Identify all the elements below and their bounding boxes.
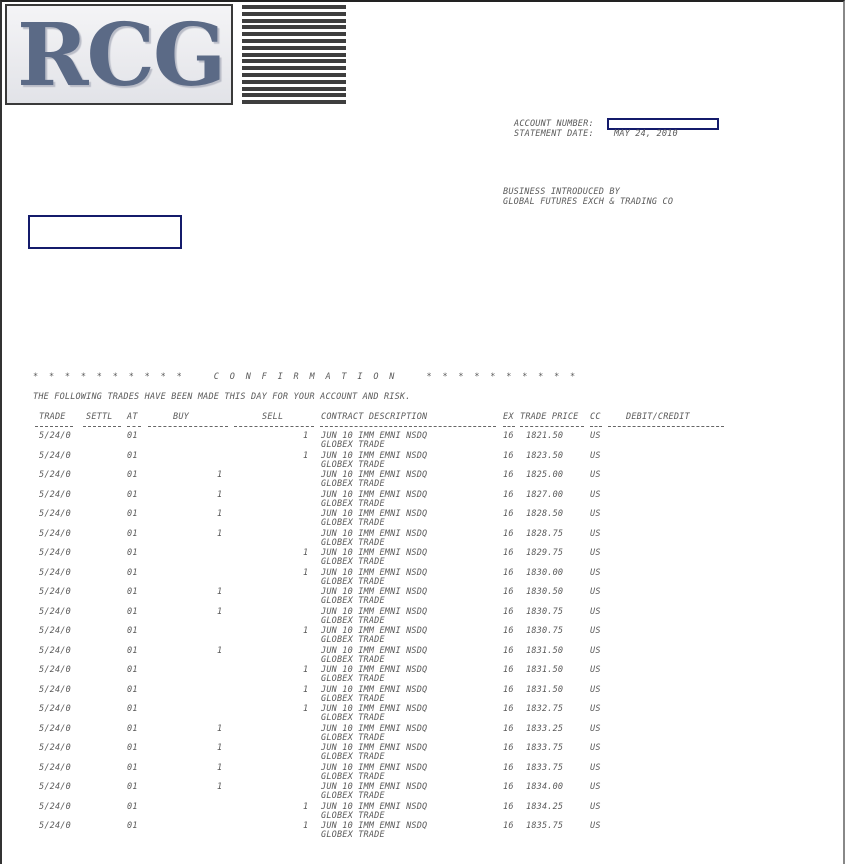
contract-description: JUN 10 IMM EMNI NSDQ [321, 801, 428, 812]
trade-price: 1830.00 [526, 567, 564, 578]
trade-date: 5/24/0 [39, 450, 71, 461]
table-row [2, 470, 845, 490]
buy-qty: 1 [217, 782, 223, 792]
exchange-code: 16 [503, 665, 514, 675]
contract-description: JUN 10 IMM EMNI NSDQ [321, 762, 428, 773]
trade-price: 1828.50 [526, 509, 564, 519]
col-settl: SETTL [86, 412, 113, 422]
at-code: 01 [127, 626, 138, 636]
at-code: 01 [127, 606, 138, 617]
trade-price: 1832.75 [526, 704, 564, 714]
contract-description-line2: GLOBEX TRADE [321, 713, 385, 723]
at-code: 01 [127, 548, 138, 558]
trade-date: 5/24/0 [39, 567, 71, 578]
buy-qty: 1 [217, 528, 223, 539]
contract-description-line2: GLOBEX TRADE [321, 771, 385, 782]
trade-price: 1830.50 [526, 587, 564, 597]
contract-description-line2: GLOBEX TRADE [321, 674, 385, 684]
trade-date: 5/24/0 [39, 645, 71, 656]
table-row [2, 607, 845, 627]
at-code: 01 [127, 665, 138, 675]
buy-qty: 1 [217, 645, 223, 656]
currency-code: US [590, 509, 601, 519]
table-row [2, 646, 845, 666]
at-code: 01 [127, 684, 138, 695]
trade-date: 5/24/0 [39, 704, 71, 714]
at-code: 01 [127, 801, 138, 812]
contract-description: JUN 10 IMM EMNI NSDQ [321, 587, 428, 597]
contract-description: JUN 10 IMM EMNI NSDQ [321, 645, 428, 656]
currency-code: US [590, 567, 601, 578]
address-redaction [28, 215, 182, 249]
table-row [2, 451, 845, 471]
table-row [2, 587, 845, 607]
buy-qty: 1 [217, 723, 223, 734]
at-code: 01 [127, 489, 138, 500]
exchange-code: 16 [503, 470, 514, 480]
trade-date: 5/24/0 [39, 762, 71, 773]
table-row [2, 743, 845, 763]
table-row [2, 802, 845, 822]
sell-qty: 1 [303, 567, 309, 578]
at-code: 01 [127, 528, 138, 539]
at-code: 01 [127, 762, 138, 773]
at-code: 01 [127, 567, 138, 578]
col-cc: CC [590, 412, 601, 422]
exchange-code: 16 [503, 801, 514, 812]
contract-description: JUN 10 IMM EMNI NSDQ [321, 704, 428, 714]
confirmation-banner: * * * * * * * * * * C O N F I R M A T I O N * * * * * * * * * * [33, 372, 576, 382]
sell-qty: 1 [303, 548, 309, 558]
currency-code: US [590, 762, 601, 773]
at-code: 01 [127, 645, 138, 656]
contract-description-line2: GLOBEX TRADE [321, 752, 385, 762]
trade-price: 1830.75 [526, 606, 564, 617]
table-row [2, 431, 845, 451]
exchange-code: 16 [503, 782, 514, 792]
sell-qty: 1 [303, 450, 309, 461]
trade-date: 5/24/0 [39, 743, 71, 753]
trade-date: 5/24/0 [39, 548, 71, 558]
contract-description: JUN 10 IMM EMNI NSDQ [321, 723, 428, 734]
trade-date: 5/24/0 [39, 528, 71, 539]
currency-code: US [590, 743, 601, 753]
currency-code: US [590, 665, 601, 675]
currency-code: US [590, 431, 601, 441]
trade-price: 1833.75 [526, 762, 564, 773]
trade-price: 1828.75 [526, 528, 564, 539]
table-row [2, 763, 845, 783]
currency-code: US [590, 626, 601, 636]
exchange-code: 16 [503, 450, 514, 461]
contract-description: JUN 10 IMM EMNI NSDQ [321, 606, 428, 617]
sell-qty: 1 [303, 431, 309, 441]
contract-description-line2: GLOBEX TRADE [321, 615, 385, 626]
buy-qty: 1 [217, 743, 223, 753]
exchange-code: 16 [503, 587, 514, 597]
currency-code: US [590, 606, 601, 617]
table-row [2, 626, 845, 646]
contract-description-line2: GLOBEX TRADE [321, 810, 385, 821]
exchange-code: 16 [503, 528, 514, 539]
trade-price: 1825.00 [526, 470, 564, 480]
contract-description-line2: GLOBEX TRADE [321, 830, 385, 840]
exchange-code: 16 [503, 743, 514, 753]
table-row [2, 568, 845, 588]
contract-description-line2: GLOBEX TRADE [321, 459, 385, 470]
contract-description-line2: GLOBEX TRADE [321, 479, 385, 489]
exchange-code: 16 [503, 821, 514, 831]
exchange-code: 16 [503, 509, 514, 519]
trade-price: 1821.50 [526, 431, 564, 441]
at-code: 01 [127, 743, 138, 753]
trade-date: 5/24/0 [39, 431, 71, 441]
currency-code: US [590, 821, 601, 831]
trade-date: 5/24/0 [39, 509, 71, 519]
table-row [2, 665, 845, 685]
currency-code: US [590, 645, 601, 656]
trade-date: 5/24/0 [39, 470, 71, 480]
currency-code: US [590, 548, 601, 558]
table-row [2, 529, 845, 549]
currency-code: US [590, 801, 601, 812]
sell-qty: 1 [303, 704, 309, 714]
contract-description: JUN 10 IMM EMNI NSDQ [321, 509, 428, 519]
at-code: 01 [127, 450, 138, 461]
buy-qty: 1 [217, 762, 223, 773]
introduced-by-line2: GLOBAL FUTURES EXCH & TRADING CO [503, 197, 674, 207]
currency-code: US [590, 528, 601, 539]
contract-description: JUN 10 IMM EMNI NSDQ [321, 548, 428, 558]
sell-qty: 1 [303, 665, 309, 675]
exchange-code: 16 [503, 684, 514, 695]
exchange-code: 16 [503, 645, 514, 656]
contract-description: JUN 10 IMM EMNI NSDQ [321, 684, 428, 695]
sell-qty: 1 [303, 684, 309, 695]
col-sell: SELL [262, 412, 284, 422]
col-ex: EX [503, 412, 514, 422]
contract-description: JUN 10 IMM EMNI NSDQ [321, 470, 428, 480]
table-row [2, 782, 845, 802]
buy-qty: 1 [217, 470, 223, 480]
trade-price: 1831.50 [526, 684, 564, 695]
contract-description-line2: GLOBEX TRADE [321, 440, 385, 450]
currency-code: US [590, 723, 601, 734]
contract-description: JUN 10 IMM EMNI NSDQ [321, 450, 428, 461]
contract-description-line2: GLOBEX TRADE [321, 557, 385, 567]
at-code: 01 [127, 821, 138, 831]
currency-code: US [590, 782, 601, 792]
trade-date: 5/24/0 [39, 587, 71, 597]
exchange-code: 16 [503, 723, 514, 734]
at-code: 01 [127, 587, 138, 597]
trade-price: 1833.25 [526, 723, 564, 734]
contract-description-line2: GLOBEX TRADE [321, 576, 385, 587]
statement-date: MAY 24, 2010 [614, 129, 678, 139]
contract-description-line2: GLOBEX TRADE [321, 518, 385, 528]
at-code: 01 [127, 509, 138, 519]
trade-price: 1835.75 [526, 821, 564, 831]
trade-date: 5/24/0 [39, 665, 71, 675]
currency-code: US [590, 704, 601, 714]
trade-price: 1830.75 [526, 626, 564, 636]
contract-description-line2: GLOBEX TRADE [321, 732, 385, 743]
trade-price: 1834.25 [526, 801, 564, 812]
contract-description: JUN 10 IMM EMNI NSDQ [321, 489, 428, 500]
table-row [2, 548, 845, 568]
contract-description-line2: GLOBEX TRADE [321, 537, 385, 548]
exchange-code: 16 [503, 548, 514, 558]
table-row [2, 704, 845, 724]
trade-date: 5/24/0 [39, 684, 71, 695]
currency-code: US [590, 489, 601, 500]
contract-description-line2: GLOBEX TRADE [321, 596, 385, 606]
exchange-code: 16 [503, 489, 514, 500]
contract-description-line2: GLOBEX TRADE [321, 791, 385, 801]
introduced-by-line1: BUSINESS INTRODUCED BY [503, 187, 620, 197]
sell-qty: 1 [303, 801, 309, 812]
exchange-code: 16 [503, 567, 514, 578]
trade-price: 1831.50 [526, 645, 564, 656]
col-price: TRADE PRICE [520, 412, 579, 422]
contract-description: JUN 10 IMM EMNI NSDQ [321, 431, 428, 441]
rcg-logo [5, 4, 233, 105]
exchange-code: 16 [503, 606, 514, 617]
exchange-code: 16 [503, 704, 514, 714]
logo-text: RCG [17, 5, 225, 106]
table-row [2, 509, 845, 529]
confirmation-intro: THE FOLLOWING TRADES HAVE BEEN MADE THIS DAY FOR YOUR ACCOUNT AND RISK. [33, 392, 411, 402]
table-row [2, 685, 845, 705]
trade-date: 5/24/0 [39, 489, 71, 500]
contract-description: JUN 10 IMM EMNI NSDQ [321, 821, 428, 831]
at-code: 01 [127, 431, 138, 441]
contract-description-line2: GLOBEX TRADE [321, 693, 385, 704]
trade-price: 1829.75 [526, 548, 564, 558]
contract-description-line2: GLOBEX TRADE [321, 654, 385, 665]
at-code: 01 [127, 704, 138, 714]
at-code: 01 [127, 470, 138, 480]
trade-price: 1833.75 [526, 743, 564, 753]
col-buy: BUY [173, 412, 189, 422]
trade-date: 5/24/0 [39, 782, 71, 792]
exchange-code: 16 [503, 762, 514, 773]
trade-price: 1823.50 [526, 450, 564, 461]
sell-qty: 1 [303, 626, 309, 636]
trade-price: 1831.50 [526, 665, 564, 675]
trade-date: 5/24/0 [39, 723, 71, 734]
contract-description: JUN 10 IMM EMNI NSDQ [321, 626, 428, 636]
logo-stripes [242, 5, 346, 107]
table-row [2, 821, 845, 841]
contract-description-line2: GLOBEX TRADE [321, 635, 385, 645]
buy-qty: 1 [217, 509, 223, 519]
col-debit: DEBIT/CREDIT [626, 412, 690, 422]
col-at: AT [127, 412, 138, 422]
sell-qty: 1 [303, 821, 309, 831]
exchange-code: 16 [503, 431, 514, 441]
statement-date-label: STATEMENT DATE: [514, 129, 594, 139]
trade-date: 5/24/0 [39, 626, 71, 636]
at-code: 01 [127, 723, 138, 734]
table-row [2, 724, 845, 744]
contract-description: JUN 10 IMM EMNI NSDQ [321, 743, 428, 753]
col-contract: CONTRACT DESCRIPTION [321, 412, 428, 422]
contract-description: JUN 10 IMM EMNI NSDQ [321, 567, 428, 578]
table-row [2, 490, 845, 510]
trade-date: 5/24/0 [39, 821, 71, 831]
buy-qty: 1 [217, 606, 223, 617]
at-code: 01 [127, 782, 138, 792]
contract-description: JUN 10 IMM EMNI NSDQ [321, 665, 428, 675]
contract-description-line2: GLOBEX TRADE [321, 498, 385, 509]
exchange-code: 16 [503, 626, 514, 636]
trade-date: 5/24/0 [39, 606, 71, 617]
currency-code: US [590, 587, 601, 597]
currency-code: US [590, 684, 601, 695]
buy-qty: 1 [217, 489, 223, 500]
buy-qty: 1 [217, 587, 223, 597]
currency-code: US [590, 450, 601, 461]
account-number-label: ACCOUNT NUMBER: [514, 119, 594, 129]
col-trade: TRADE [39, 412, 66, 422]
trade-date: 5/24/0 [39, 801, 71, 812]
contract-description: JUN 10 IMM EMNI NSDQ [321, 528, 428, 539]
trade-price: 1827.00 [526, 489, 564, 500]
contract-description: JUN 10 IMM EMNI NSDQ [321, 782, 428, 792]
trade-price: 1834.00 [526, 782, 564, 792]
currency-code: US [590, 470, 601, 480]
